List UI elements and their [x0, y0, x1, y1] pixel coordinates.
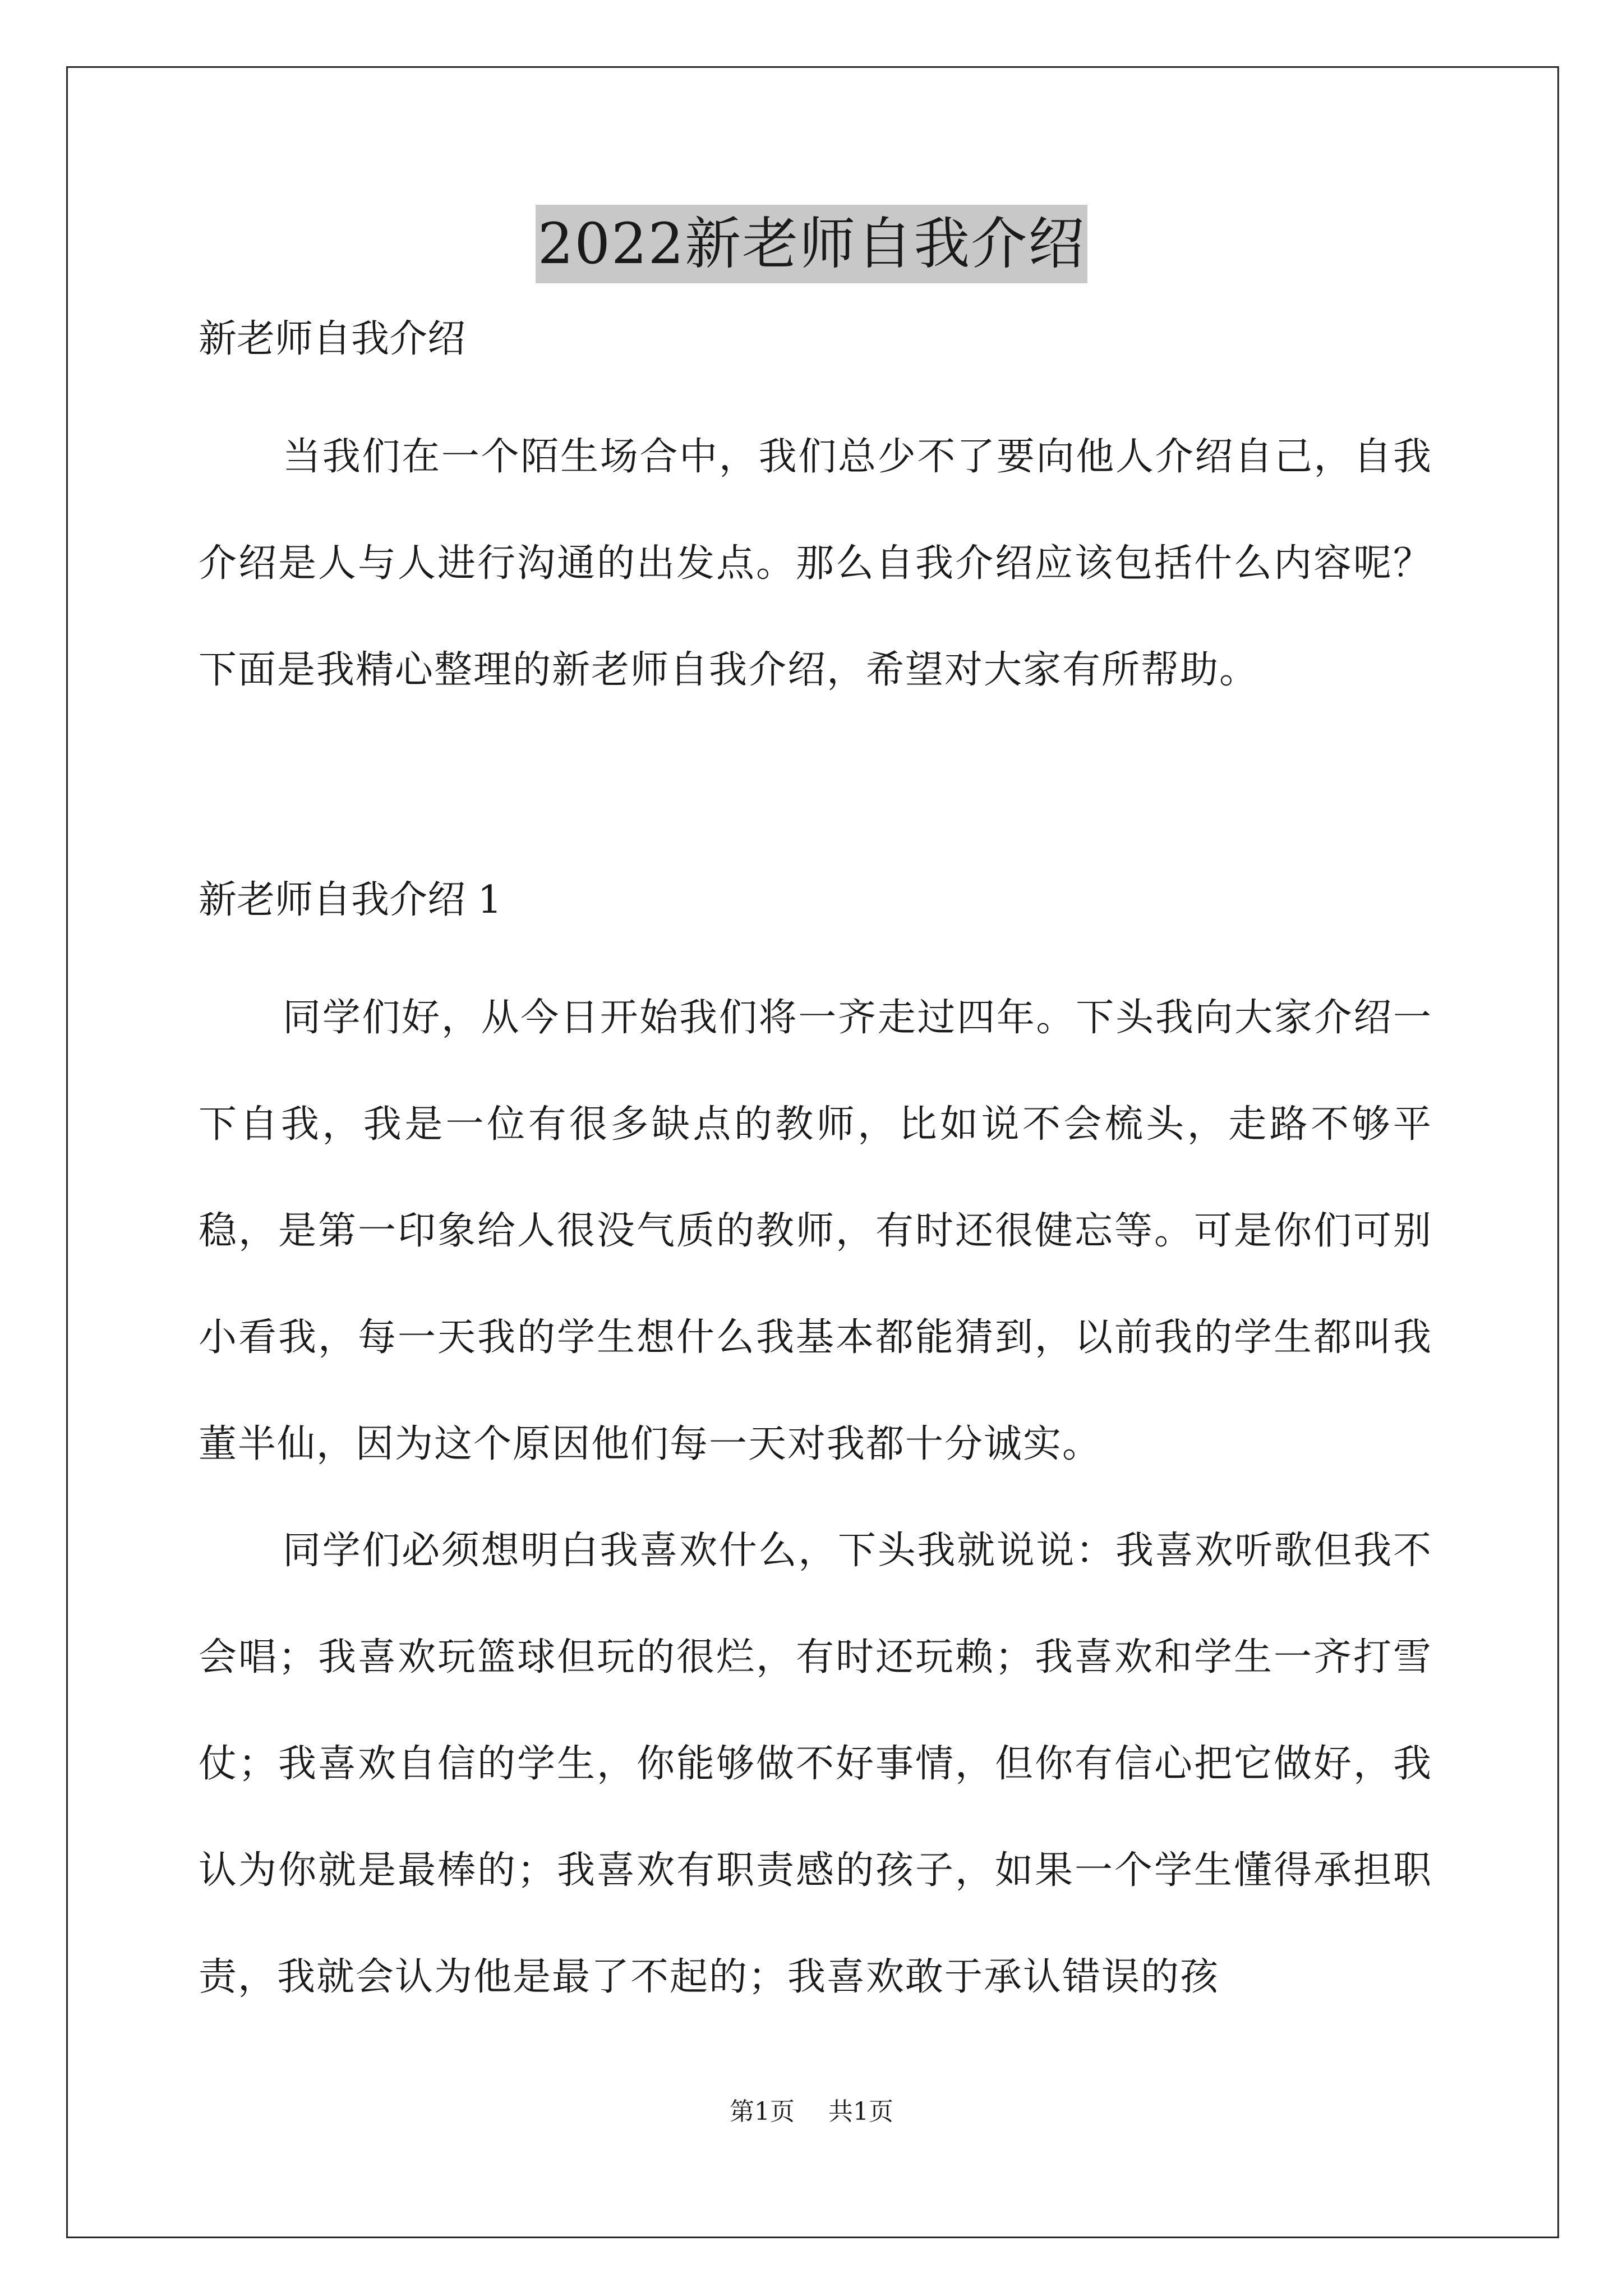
spacer — [199, 926, 1432, 965]
title-container — [0, 205, 1623, 283]
page-total: 共1页 — [828, 2097, 893, 2126]
spacer — [199, 724, 1432, 875]
spacer — [199, 365, 1432, 404]
paragraph-1: 同学们好，从今日开始我们将一齐走过四年。下头我向大家介绍一下自我，我是一位有很多缺点的教师，比如说不会梳头，走路不够平稳，是第一印象给人很没气质的教师，有时还很健忘等。可是你们可别小看我，每一天我的学生想什么我基本都能猜到，以前我的学生都叫我董半仙，因为这个原因他们每一天对我都十分诚实。 — [199, 996, 1432, 1466]
document-title: 2022新老师自我介绍 — [536, 205, 1088, 283]
page-footer — [0, 2095, 1623, 2129]
page-number: 第1页 — [730, 2097, 795, 2126]
paragraph-2: 同学们必须想明白我喜欢什么，下头我就说说：我喜欢听歌但我不会唱；我喜欢玩篮球但玩的很烂，有时还玩赖；我喜欢和学生一齐打雪仗；我喜欢自信的学生，你能够做不好事情，但你有信心把它做好，我认为你就是最棒的；我喜欢有职责感的孩子，如果一个学生懂得承担职责，我就会认为他是最了不起的；我喜欢敢于承认错误的孩 — [199, 1529, 1432, 1999]
document-body — [199, 314, 1432, 2031]
paragraph-intro: 当我们在一个陌生场合中，我们总少不了要向他人介绍自己，自我介绍是人与人进行沟通的出发点。那么自我介绍应该包括什么内容呢？下面是我精心整理的新老师自我介绍，希望对大家有所帮助。 — [199, 435, 1432, 692]
section-heading-intro: 新老师自我介绍 — [199, 317, 466, 361]
section-heading-1: 新老师自我介绍 1 — [199, 878, 502, 922]
